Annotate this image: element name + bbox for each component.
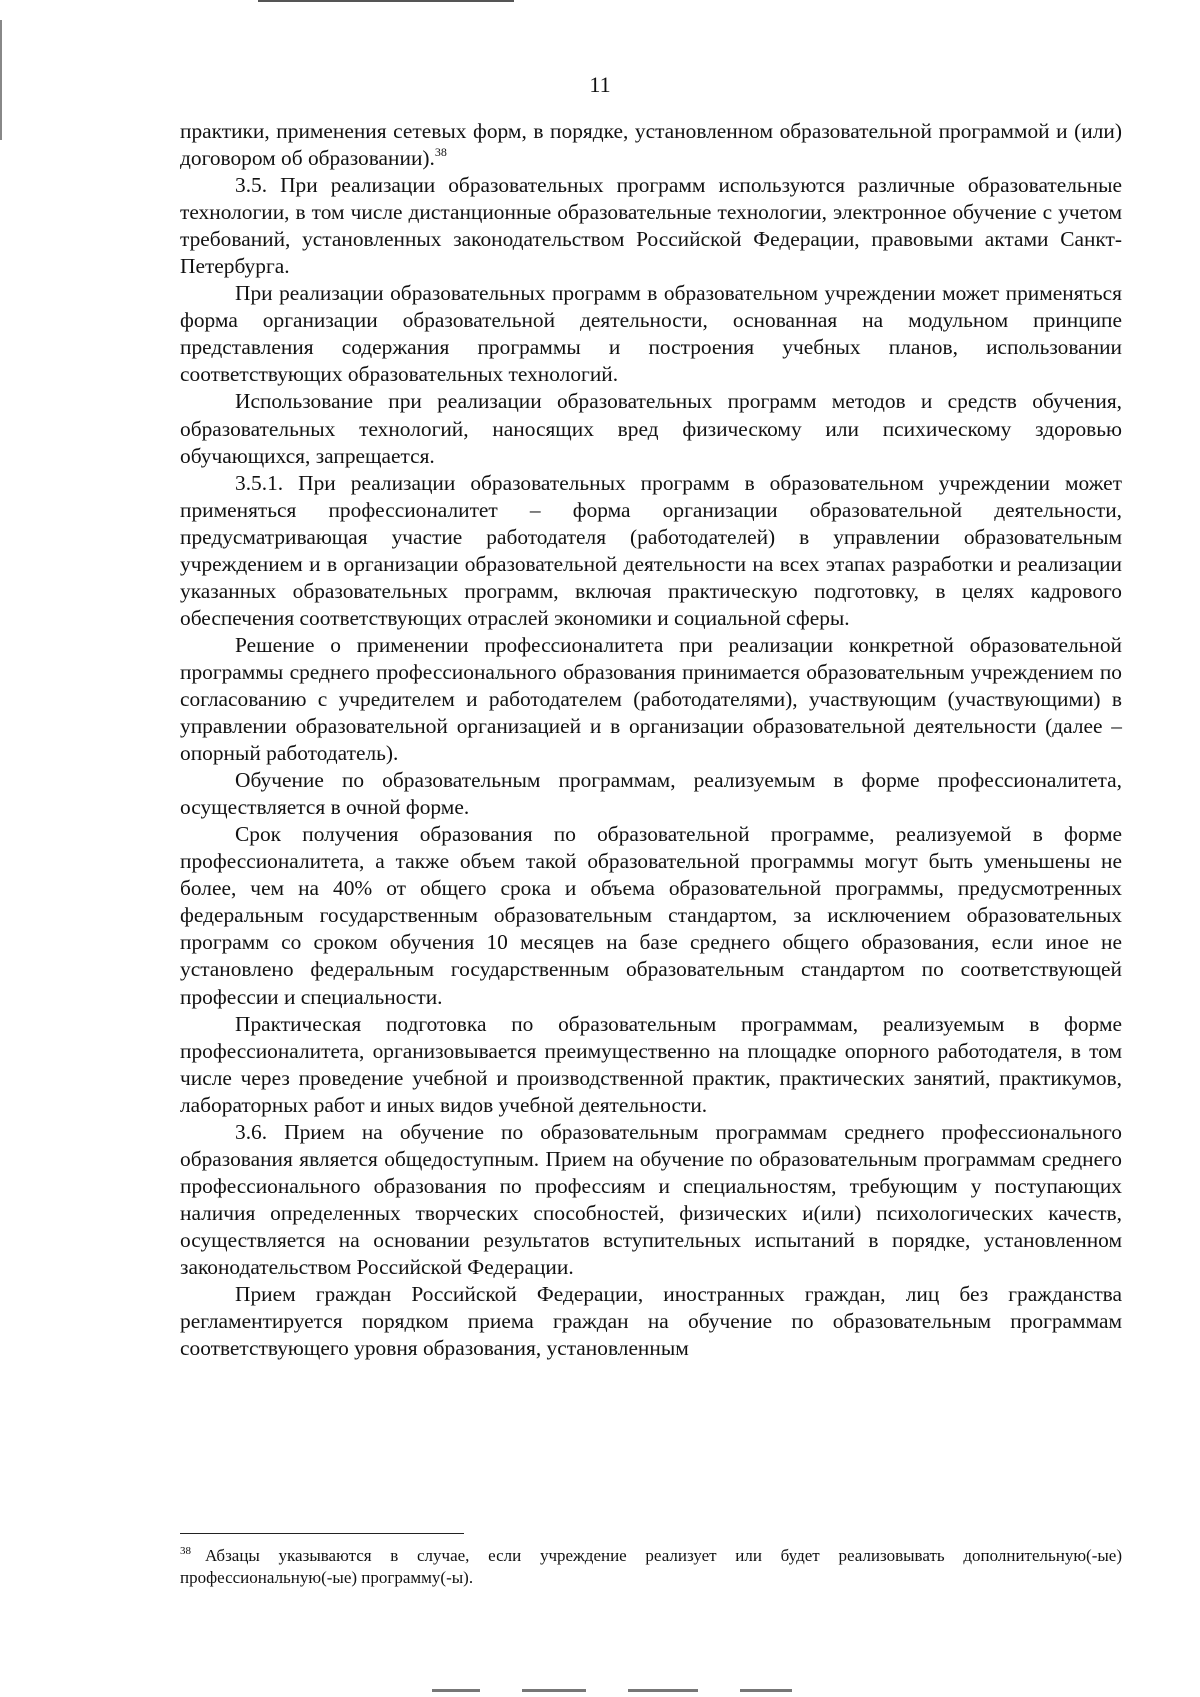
paragraph: Практическая подготовка по образовательным программам, реализуемым в форме профессионалитета, организовывается преимущественно на площадке опорного работодателя, в том числе через проведение учебной и производственной практик, практических занятий, практикумов, лабораторных работ и иных видов учебной деятельности. <box>180 1011 1122 1117</box>
paragraph: Прием граждан Российской Федерации, иностранных граждан, лиц без гражданства регламентируется порядком приема граждан на обучение по образовательным программам соответствующего уровня образования, установленным <box>180 1282 1122 1361</box>
footnote-reference: 38 <box>434 145 447 160</box>
scan-artifact-top <box>258 0 514 2</box>
scan-artifact-bottom <box>432 1689 480 1692</box>
paragraph: Срок получения образования по образовательной программе, реализуемой в форме профессионалитета, а также объем такой образовательной программы могут быть уменьшены не более, чем на 40% от общего срока и объема образовательной программы, предусмотренных федеральным государственным образовательным стандартом, за исключением образовательных программ со сроком обучения 10 месяцев на базе среднего общего образования, если иное не установлено федеральным государственным образовательным стандартом по соответствующей профессии и специальности. <box>180 822 1122 1009</box>
paragraph: Использование при реализации образовательных программ методов и средств обучения, образовательных технологий, наносящих вред физическому или психическому здоровью обучающихся, запрещается. <box>180 389 1122 468</box>
paragraph: При реализации образовательных программ в образовательном учреждении может применяться форма организации образовательной деятельности, основанная на модульном принципе представления содержания программы и построения учебных планов, использовании соответствующих образовательных технологий. <box>180 281 1122 387</box>
paragraph-3-5-1: 3.5.1. При реализации образовательных программ в образовательном учреждении может применяться профессионалитет – форма организации образовательной деятельности, предусматривающая участие работодателя (работодателей) в управлении образовательным учреждением и в организации образовательной деятельности на всех этапах разработки и реализации указанных образовательных программ, включая практическую подготовку, в целях кадрового обеспечения соответствующих отраслей экономики и социальной сферы. <box>180 470 1122 630</box>
paragraph-3-6: 3.6. Прием на обучение по образовательным программам среднего профессионального образования является общедоступным. Прием на обучение по образовательным программам среднего профессионального образования по профессиям и специальностям, требующим у поступающих наличия определенных творческих способностей, физических и(или) психологических качеств, осуществляется на основании результатов вступительных испытаний в порядке, установленном законодательством Российской Федерации. <box>180 1119 1122 1279</box>
footnote-text: Абзацы указываются в случае, если учреждение реализует или будет реализовывать дополнительную(-ые) профессиональную(-ые) программу(-ы). <box>180 1546 1122 1587</box>
paragraph-continuation: практики, применения сетевых форм, в порядке, установленном образовательной программой и (или) договором об образовании).$^{38}$ <box>180 119 1122 171</box>
page-number: 11 <box>589 72 611 97</box>
scan-artifact-bottom <box>628 1689 698 1692</box>
footnote <box>180 1545 1122 1589</box>
footnote-separator <box>180 1533 464 1534</box>
footnote-number: 38 <box>180 1545 191 1557</box>
document-body <box>180 118 1122 1362</box>
scan-artifact-bottom <box>740 1689 792 1692</box>
paragraph-3-5: 3.5. При реализации образовательных программ используются различные образовательные технологии, в том числе дистанционные образовательные технологии, электронное обучение с учетом требований, установленных законодательством Российской Федерации, правовыми актами Санкт-Петербурга. <box>180 173 1122 279</box>
paragraph: Обучение по образовательным программам, реализуемым в форме профессионалитета, осуществляется в очной форме. <box>180 768 1122 820</box>
scan-artifact-bottom <box>522 1689 586 1692</box>
paragraph: Решение о применении профессионалитета при реализации конкретной образовательной программы среднего профессионального образования принимается образовательным учреждением по согласованию с учредителем и работодателем (работодателями), участвующим (участвующими) в управлении образовательной организацией и в организации образовательной деятельности (далее – опорный работодатель). <box>180 632 1122 766</box>
